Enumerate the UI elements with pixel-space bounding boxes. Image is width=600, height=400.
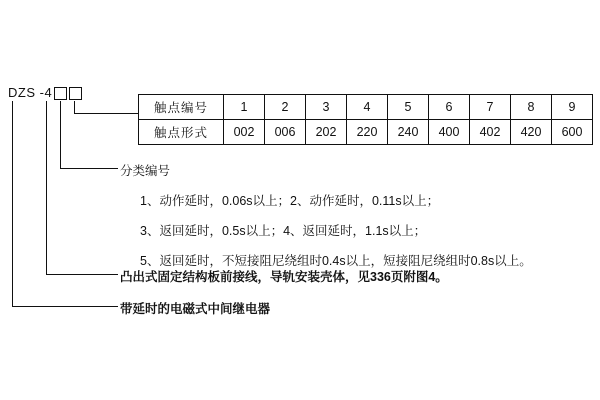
annotation-line-3: 5、返回延时，不短接阻尼绕组时0.4s以上，短接阻尼绕组时0.8s以上。	[140, 254, 532, 268]
leader-vline-2	[60, 101, 61, 168]
table-row-header: 触点形式	[139, 120, 224, 145]
table-cell: 240	[388, 120, 429, 145]
table-cell: 9	[552, 95, 593, 120]
table-cell: 3	[306, 95, 347, 120]
leader-hline-4	[12, 306, 118, 307]
model-code-box-2	[69, 87, 82, 100]
table-cell: 6	[429, 95, 470, 120]
table-cell: 420	[511, 120, 552, 145]
table-row	[139, 120, 593, 145]
model-code-prefix: DZS -4	[8, 85, 53, 100]
leader-hline-2	[60, 168, 118, 169]
leader-vline-3	[46, 101, 47, 274]
model-code-box-1	[54, 87, 67, 100]
table-cell: 402	[470, 120, 511, 145]
leader-hline-3	[46, 274, 118, 275]
table-cell: 202	[306, 120, 347, 145]
annotation-line-1: 1、动作延时，0.06s以上；2、动作延时，0.11s以上；	[140, 194, 440, 208]
table-cell: 006	[265, 120, 306, 145]
table-cell: 600	[552, 120, 593, 145]
table-row-header: 触点编号	[139, 95, 224, 120]
table-cell: 2	[265, 95, 306, 120]
structure-line: 凸出式固定结构板前接线，导轨安装壳体，见336页附图4。	[120, 270, 448, 284]
model-code	[8, 85, 82, 100]
table-cell: 220	[347, 120, 388, 145]
contact-table	[138, 94, 593, 145]
table-cell: 5	[388, 95, 429, 120]
table-cell: 8	[511, 95, 552, 120]
contact-table-wrap	[138, 94, 593, 145]
leader-hline-1	[74, 113, 138, 114]
table-cell: 1	[224, 95, 265, 120]
annotation-line-2: 3、返回延时，0.5s以上；4、返回延时，1.1s以上；	[140, 224, 427, 238]
category-label: 分类编号	[120, 164, 171, 178]
product-line: 带延时的电磁式中间继电器	[120, 302, 271, 316]
table-cell: 400	[429, 120, 470, 145]
leader-vline-4	[12, 101, 13, 306]
table-cell: 4	[347, 95, 388, 120]
leader-vline-1	[74, 101, 75, 113]
table-row	[139, 95, 593, 120]
table-cell: 7	[470, 95, 511, 120]
table-cell: 002	[224, 120, 265, 145]
